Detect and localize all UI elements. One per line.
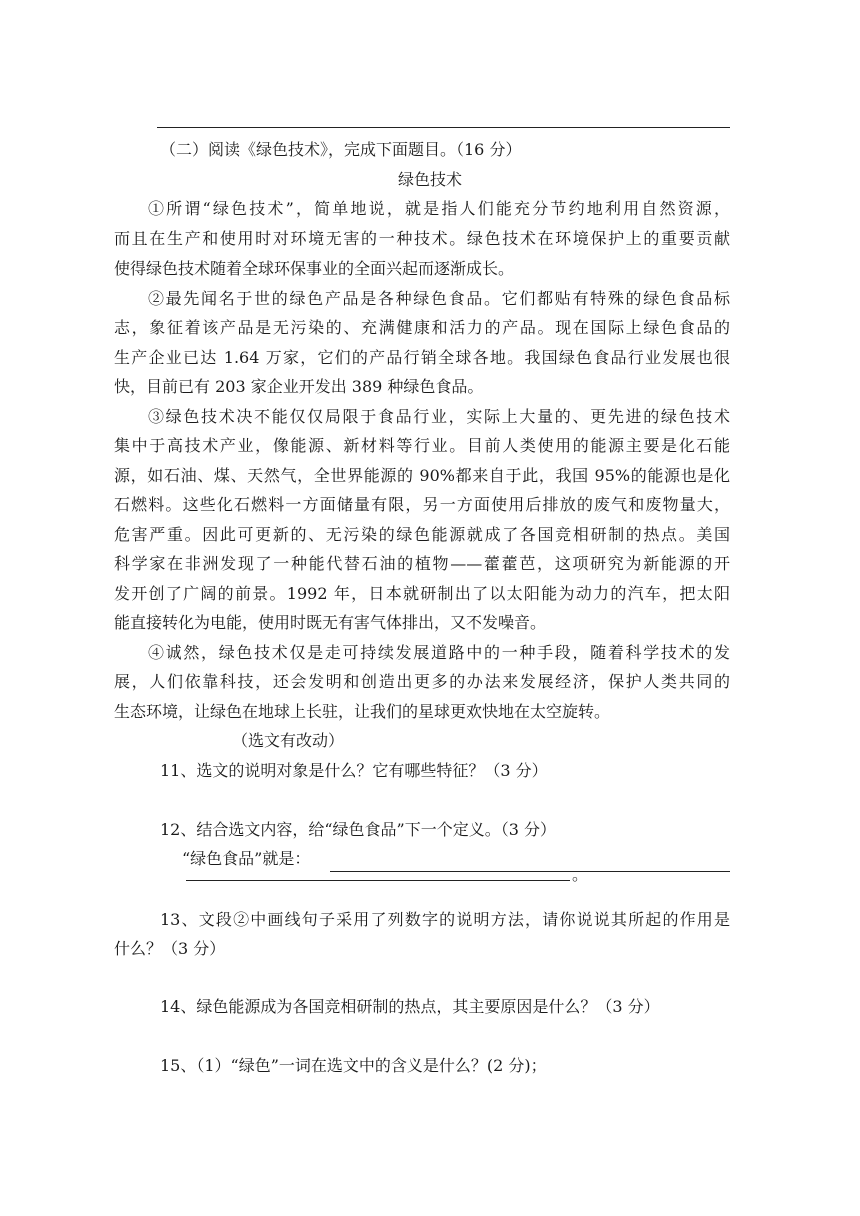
para3-line4: 石燃料。这些化石燃料一方面储量有限，另一方面使用后排放的废气和废物量大， <box>114 495 730 514</box>
question-14: 14、绿色能源成为各国竞相研制的热点，其主要原因是什么？（3 分） <box>160 997 660 1016</box>
answer-blank-line-1[interactable] <box>330 871 730 872</box>
para3-line2: 集中于高技术产业，像能源、新材料等行业。目前人类使用的能源主要是化石能 <box>114 436 730 455</box>
para3-line6: 科学家在非洲发现了一种能代替石油的植物——藿藿芭，这项研究为新能源的开 <box>114 554 730 573</box>
para1-line1: ①所谓“绿色技术”，简单地说，就是指人们能充分节约地利用自然资源， <box>148 199 730 218</box>
question-11: 11、选文的说明对象是什么？它有哪些特征？（3 分） <box>160 761 548 780</box>
question-12-end: 。 <box>572 865 589 884</box>
para2-line4: 快，目前已有 203 家企业开发出 389 种绿色食品。 <box>114 377 484 396</box>
section-header: （二）阅读《绿色技术》，完成下面题目。（16 分） <box>160 140 522 159</box>
para2-line3: 生产企业已达 1.64 万家，它们的产品行销全球各地。我国绿色食品行业发展也很 <box>114 348 730 367</box>
question-12-prompt: “绿色食品”就是： <box>182 849 311 868</box>
answer-blank-line-2[interactable] <box>186 880 570 881</box>
para3-line7: 发开创了广阔的前景。1992 年，日本就研制出了以太阳能为动力的汽车，把太阳 <box>114 584 730 603</box>
header-rule <box>157 127 730 128</box>
article-title: 绿色技术 <box>397 170 462 189</box>
para3-line8: 能直接转化为电能，使用时既无有害气体排出，又不发噪音。 <box>114 613 547 632</box>
para3-line1: ③绿色技术决不能仅仅局限于食品行业，实际上大量的、更先进的绿色技术 <box>148 407 730 426</box>
question-13-line2: 什么？（3 分） <box>114 939 226 958</box>
question-12: 12、结合选文内容，给“绿色食品”下一个定义。（3 分） <box>160 820 556 839</box>
para4-line1: ④诚然，绿色技术仅是走可持续发展道路中的一种手段，随着科学技术的发 <box>148 643 730 662</box>
question-13-line1: 13、文段②中画线句子采用了列数字的说明方法，请你说说其所起的作用是 <box>160 910 730 929</box>
source-note: （选文有改动） <box>232 731 345 750</box>
question-15: 15、（1）“绿色”一词在选文中的含义是什么？(2 分)； <box>160 1056 547 1075</box>
para1-line3: 使得绿色技术随着全球环保事业的全面兴起而逐渐成长。 <box>114 259 515 278</box>
para3-line5: 危害严重。因此可更新的、无污染的绿色能源就成了各国竞相研制的热点。美国 <box>114 525 730 544</box>
para2-line2: 志，象征着该产品是无污染的、充满健康和活力的产品。现在国际上绿色食品的 <box>114 318 730 337</box>
para4-line3: 生态环境，让绿色在地球上长驻，让我们的星球更欢快地在太空旋转。 <box>114 702 611 721</box>
para4-line2: 展，人们依靠科技，还会发明和创造出更多的办法来发展经济，保护人类共同的 <box>114 672 730 691</box>
para2-line1: ②最先闻名于世的绿色产品是各种绿色食品。它们都贴有特殊的绿色食品标 <box>148 289 730 308</box>
para3-line3: 源，如石油、煤、天然气，全世界能源的 90%都来自于此，我国 95%的能源也是化 <box>114 466 730 485</box>
para1-line2: 而且在生产和使用时对环境无害的一种技术。绿色技术在环境保护上的重要贡献 <box>114 229 730 248</box>
